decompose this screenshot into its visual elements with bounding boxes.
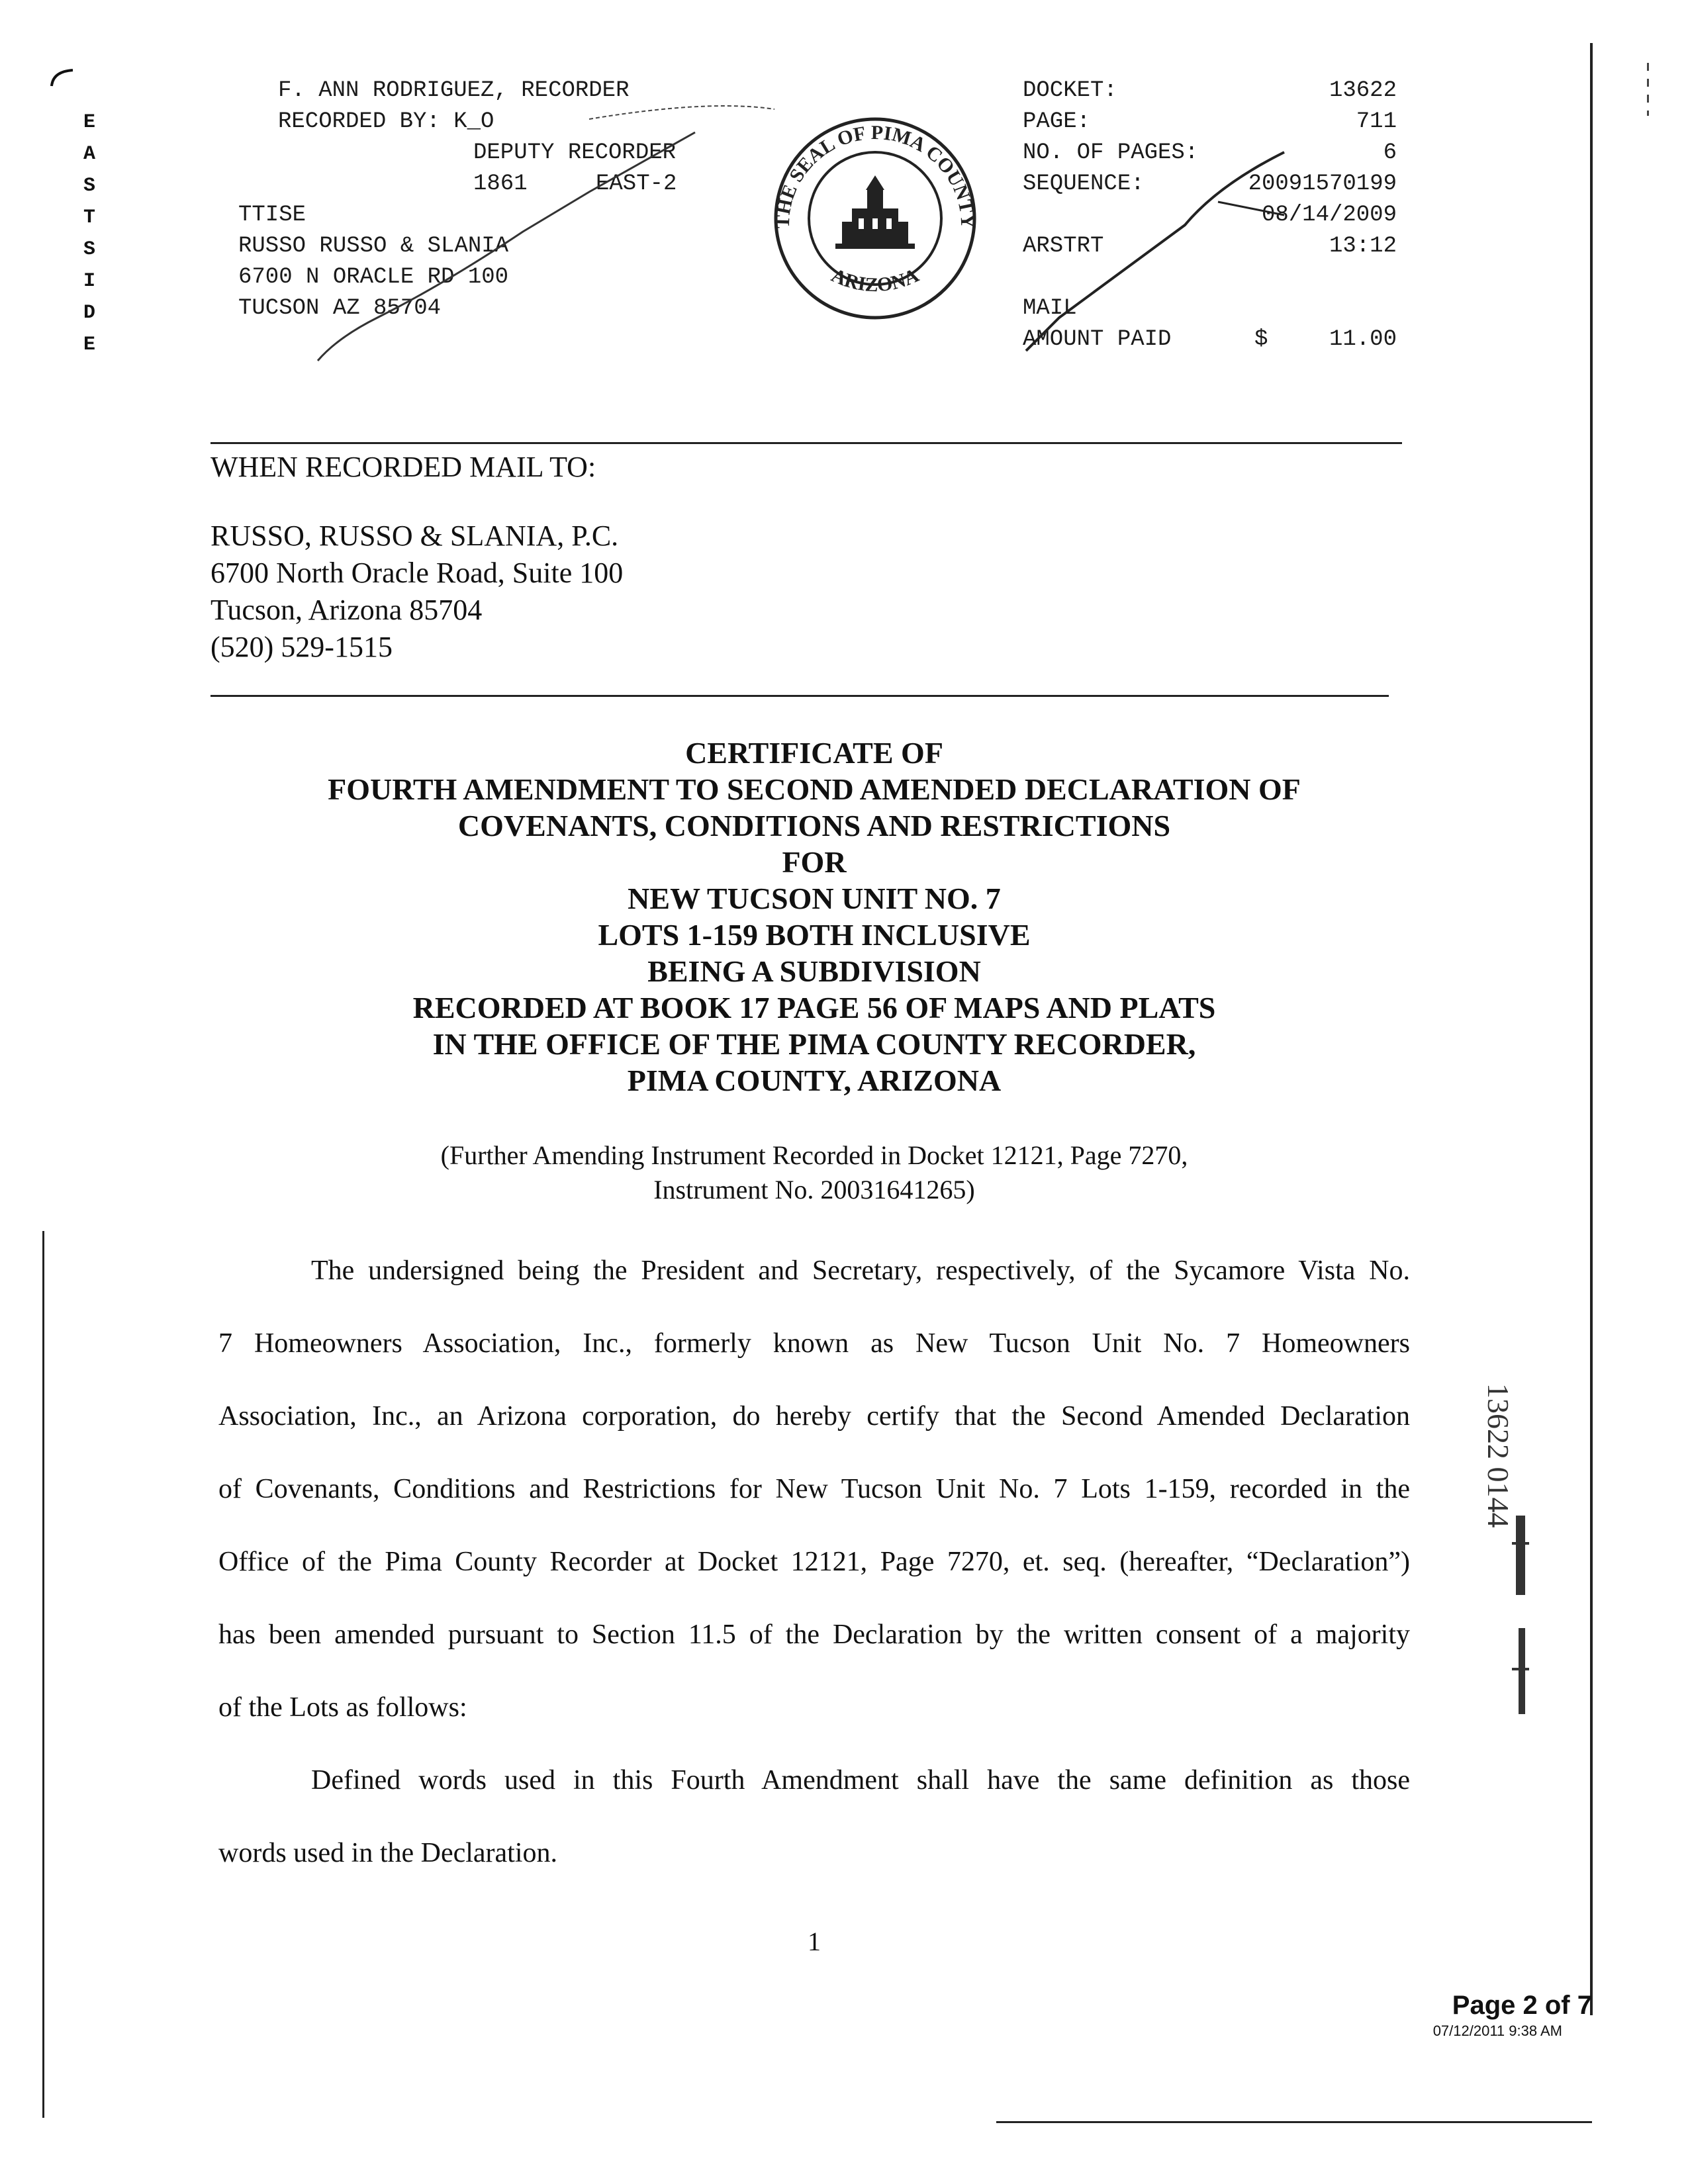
body-line: Office of the Pima County Recorder at Docket 12121, Page 7270, et. seq. (hereafter, “Declaration”)	[218, 1547, 1410, 1577]
page-number: 1	[808, 1927, 821, 1956]
amount-paid-value: 11.00	[1329, 327, 1397, 352]
amount-paid-label: AMOUNT PAID	[1023, 327, 1172, 352]
title-line: RECORDED AT BOOK 17 PAGE 56 OF MAPS AND PLATS	[412, 991, 1216, 1024]
margin-marks	[1503, 1502, 1542, 1754]
edge-line-left	[42, 1231, 44, 2118]
title-line: LOTS 1-159 BOTH INCLUSIVE	[598, 918, 1031, 952]
rule-top	[211, 442, 1402, 444]
side-letter: I	[83, 270, 95, 293]
corner-mark	[46, 66, 86, 93]
body-line: of the Lots as follows:	[218, 1692, 467, 1723]
title-line: IN THE OFFICE OF THE PIMA COUNTY RECORDER,	[432, 1027, 1196, 1061]
docket-label: DOCKET:	[1023, 78, 1117, 103]
document-title	[199, 735, 1430, 1099]
title-line: NEW TUCSON UNIT NO. 7	[628, 882, 1001, 915]
side-letter: E	[83, 111, 95, 134]
seal-top-text: THE SEAL OF PIMA COUNTY	[771, 121, 979, 229]
body-line: Association, Inc., an Arizona corporation, do hereby certify that the Second Amended Declaration	[218, 1401, 1410, 1432]
num-pages-value: 6	[1383, 140, 1397, 165]
side-letter: S	[83, 238, 95, 261]
recorder-code: 1861	[473, 171, 528, 197]
svg-text:ARIZONA	[828, 264, 922, 296]
side-letter: E	[83, 334, 95, 356]
recorder-name: F. ANN RODRIGUEZ, RECORDER	[278, 78, 630, 103]
document-subtitle	[199, 1138, 1430, 1207]
footer-rule	[996, 2121, 1592, 2123]
seal-bottom-text: ARIZONA	[828, 264, 922, 296]
currency-symbol: $	[1254, 327, 1268, 352]
sequence-label: SEQUENCE:	[1023, 171, 1145, 197]
title-line: PIMA COUNTY, ARIZONA	[627, 1064, 1002, 1097]
recorder-office: EAST-2	[596, 171, 677, 197]
page-label: PAGE:	[1023, 109, 1091, 134]
body-line: Defined words used in this Fourth Amendment shall have the same definition as those	[311, 1765, 1410, 1796]
body-line: 7 Homeowners Association, Inc., formerly known as New Tucson Unit No. 7 Homeowners	[218, 1328, 1410, 1359]
mail-label: MAIL	[1023, 296, 1077, 321]
firm-address: 6700 N ORACLE RD 100	[238, 265, 509, 290]
firm-name: RUSSO RUSSO & SLANIA	[238, 234, 509, 259]
seal-graphic	[769, 113, 981, 324]
title-line: FOURTH AMENDMENT TO SECOND AMENDED DECLARATION OF	[328, 772, 1301, 806]
edge-line-right	[1590, 43, 1593, 2015]
mail-to-line: (520) 529-1515	[211, 631, 393, 663]
body-line: words used in the Declaration.	[218, 1838, 558, 1868]
side-letter: S	[83, 175, 95, 197]
subtitle-line: (Further Amending Instrument Recorded in Docket 12121, Page 7270,	[440, 1140, 1188, 1170]
edge-line-right-dashed	[1647, 63, 1649, 116]
rule-bottom	[211, 695, 1389, 697]
firm-city: TUCSON AZ 85704	[238, 296, 442, 321]
title-line: BEING A SUBDIVISION	[647, 954, 981, 988]
body-line: The undersigned being the President and Secretary, respectively, of the Sycamore Vista No.	[311, 1255, 1410, 1286]
title-line: CERTIFICATE OF	[685, 736, 943, 770]
arstrt-label: ARSTRT	[1023, 234, 1104, 259]
num-pages-label: NO. OF PAGES:	[1023, 140, 1199, 165]
side-letter: T	[83, 206, 95, 229]
margin-recording-number: 13622 0144	[1481, 1383, 1515, 1528]
print-timestamp: 07/12/2011 9:38 AM	[1432, 2023, 1562, 2039]
pima-county-seal	[769, 113, 981, 324]
side-letter: D	[83, 302, 95, 324]
mail-to-line: RUSSO, RUSSO & SLANIA, P.C.	[211, 520, 619, 552]
page-value: 711	[1356, 109, 1397, 134]
subtitle-line: Instrument No. 20031641265)	[653, 1175, 975, 1205]
sequence-value: 20091570199	[1248, 171, 1397, 197]
title-line: COVENANTS, CONDITIONS AND RESTRICTIONS	[457, 809, 1171, 842]
slash-mark	[311, 99, 774, 377]
record-date: 08/14/2009	[1261, 203, 1397, 228]
deputy-recorder: DEPUTY RECORDER	[473, 140, 677, 165]
body-line: has been amended pursuant to Section 11.5 of the Declaration by the written consent of a majority	[218, 1619, 1410, 1650]
slash-mark	[1019, 146, 1297, 357]
page-of-indicator: Page 2 of 7	[1452, 1991, 1592, 2020]
body-line: of Covenants, Conditions and Restrictions for New Tucson Unit No. 7 Lots 1-159, recorded in the	[218, 1474, 1410, 1504]
recorded-by: RECORDED BY: K_O	[278, 109, 494, 134]
docket-value: 13622	[1329, 78, 1397, 103]
mail-to-heading: WHEN RECORDED MAIL TO:	[211, 451, 596, 483]
east-side-stamp	[79, 111, 99, 365]
mail-to-line: 6700 North Oracle Road, Suite 100	[211, 557, 624, 589]
ttise-code: TTISE	[238, 203, 306, 228]
document-body	[218, 1234, 1410, 1889]
title-line: FOR	[782, 845, 847, 879]
mail-to-line: Tucson, Arizona 85704	[211, 594, 483, 626]
record-time: 13:12	[1329, 234, 1397, 259]
side-letter: A	[83, 143, 95, 165]
